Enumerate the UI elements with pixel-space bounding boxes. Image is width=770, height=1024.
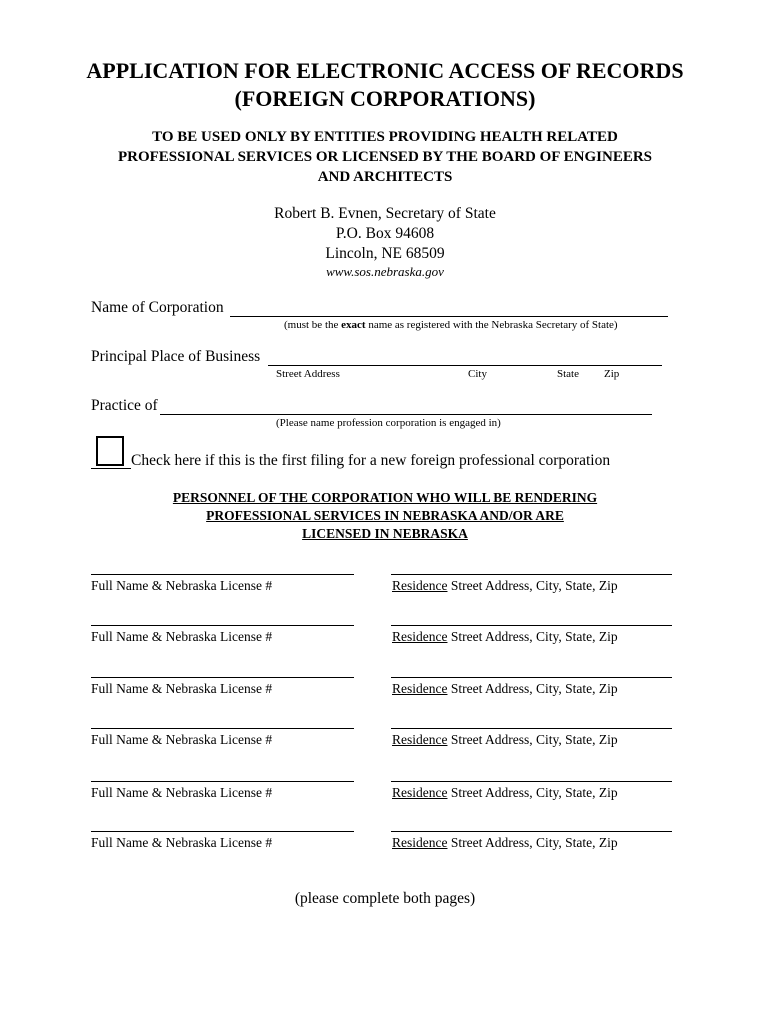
residence-label (392, 785, 618, 801)
residence-field[interactable] (391, 781, 672, 782)
residence-field[interactable] (391, 831, 672, 832)
residence-rest: Street Address, City, State, Zip (447, 785, 618, 800)
residence-label (392, 681, 618, 697)
practice-label: Practice of (91, 397, 158, 414)
practice-field[interactable] (160, 414, 652, 415)
license-label: Full Name & Nebraska License # (91, 681, 273, 696)
residence-word: Residence (392, 835, 448, 850)
license-label: Full Name & Nebraska License # (91, 732, 273, 747)
zip-caption: Zip (604, 368, 620, 380)
office-box: P.O. Box 94608 (335, 225, 435, 242)
license-field[interactable] (91, 781, 354, 782)
footer-note: (please complete both pages) (294, 890, 476, 907)
residence-label (392, 835, 618, 851)
residence-field[interactable] (391, 574, 672, 575)
residence-label (392, 629, 618, 645)
residence-field[interactable] (391, 677, 672, 678)
office-city: Lincoln, NE 68509 (325, 245, 445, 262)
residence-rest: Street Address, City, State, Zip (447, 732, 618, 747)
practice-note: (Please name profession corporation is engaged in) (276, 417, 501, 429)
residence-word: Residence (392, 578, 448, 593)
corporation-name-note (284, 319, 618, 331)
office-name: Robert B. Evnen, Secretary of State (274, 205, 496, 222)
license-field[interactable] (91, 728, 354, 729)
title-line-2: (FOREIGN CORPORATIONS) (234, 86, 536, 111)
residence-word: Residence (392, 732, 448, 747)
residence-label (392, 732, 618, 748)
office-website: www.sos.nebraska.gov (326, 264, 444, 279)
residence-rest: Street Address, City, State, Zip (447, 578, 618, 593)
residence-field[interactable] (391, 728, 672, 729)
license-field[interactable] (91, 677, 354, 678)
subhead-line-3: AND ARCHITECTS (317, 169, 453, 185)
principal-place-label: Principal Place of Business (91, 348, 261, 365)
license-label: Full Name & Nebraska License # (91, 578, 273, 593)
corporation-name-note-post: name as registered with the Nebraska Secretary of State) (365, 319, 618, 331)
license-field[interactable] (91, 574, 354, 575)
residence-word: Residence (392, 629, 448, 644)
subhead-line-1: TO BE USED ONLY BY ENTITIES PROVIDING HEALTH RELATED (152, 129, 618, 145)
residence-word: Residence (392, 785, 448, 800)
residence-word: Residence (392, 681, 448, 696)
license-label: Full Name & Nebraska License # (91, 835, 273, 850)
principal-place-field[interactable] (268, 365, 662, 366)
license-field[interactable] (91, 831, 354, 832)
state-caption: State (557, 368, 579, 380)
residence-label (392, 578, 618, 594)
corporation-name-note-bold: exact (341, 319, 366, 331)
license-field[interactable] (91, 625, 354, 626)
title-line-1: APPLICATION FOR ELECTRONIC ACCESS OF RECORDS (86, 58, 684, 83)
corporation-name-field[interactable] (230, 316, 668, 317)
street-address-caption: Street Address (276, 368, 340, 380)
corporation-name-note-pre: (must be the (284, 319, 342, 331)
license-label: Full Name & Nebraska License # (91, 785, 273, 800)
section-heading-line-3: LICENSED IN NEBRASKA (302, 526, 468, 541)
first-filing-checkbox[interactable] (96, 436, 124, 466)
city-caption: City (468, 368, 487, 380)
first-filing-label: Check here if this is the first filing for a new foreign professional corporation (131, 452, 611, 469)
residence-rest: Street Address, City, State, Zip (447, 629, 618, 644)
residence-field[interactable] (391, 625, 672, 626)
subhead-line-2: PROFESSIONAL SERVICES OR LICENSED BY THE BOARD OF ENGINEERS (117, 149, 653, 165)
corporation-name-label: Name of Corporation (91, 299, 224, 316)
license-label: Full Name & Nebraska License # (91, 629, 273, 644)
residence-rest: Street Address, City, State, Zip (447, 835, 618, 850)
checkbox-underline (91, 468, 131, 469)
residence-rest: Street Address, City, State, Zip (447, 681, 618, 696)
section-heading-line-2: PROFESSIONAL SERVICES IN NEBRASKA AND/OR ARE (206, 508, 564, 523)
section-heading-line-1: PERSONNEL OF THE CORPORATION WHO WILL BE RENDERING (172, 490, 598, 505)
